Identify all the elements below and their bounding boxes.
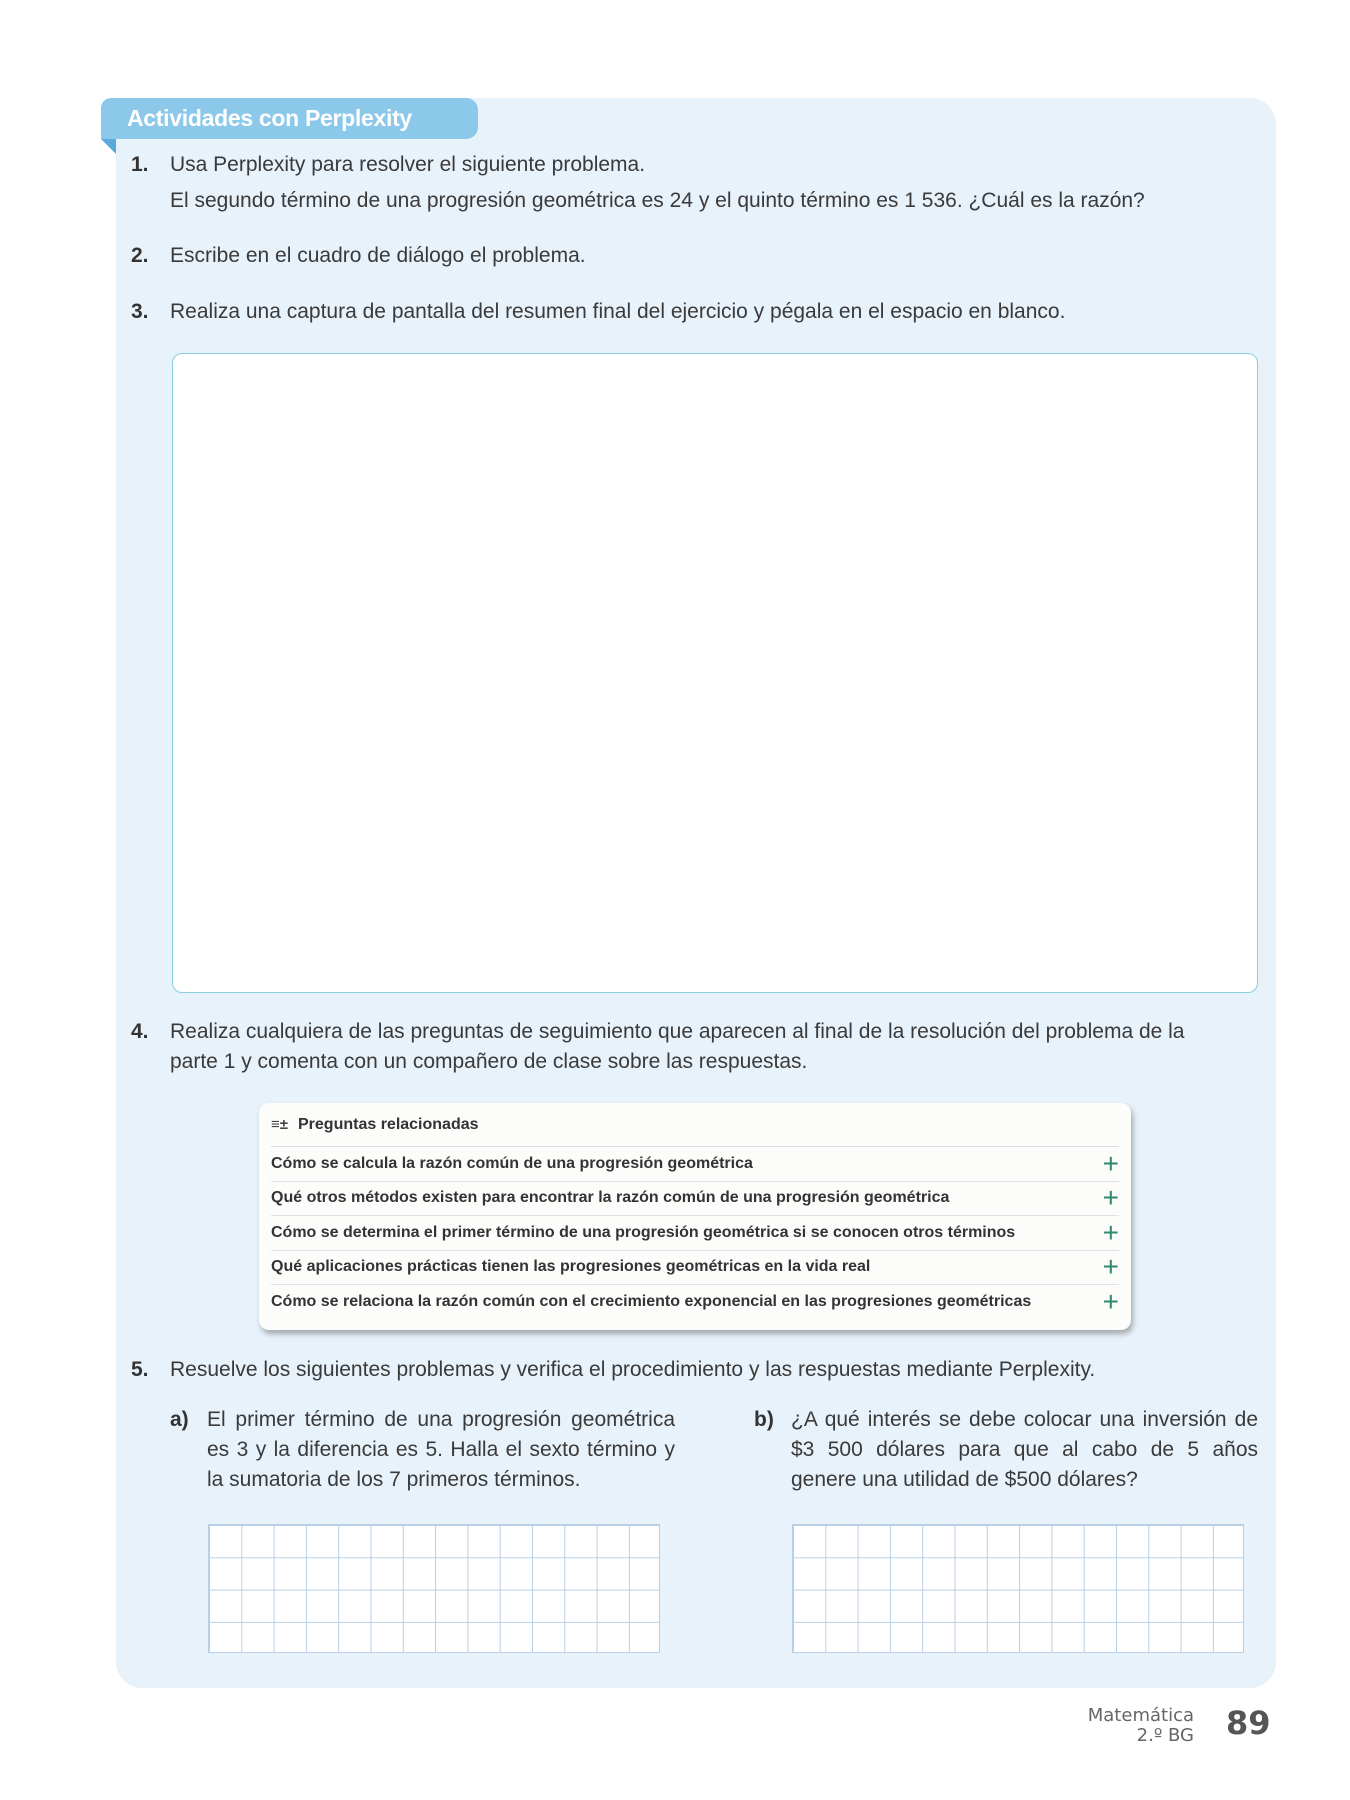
screenshot-paste-area[interactable] — [172, 353, 1258, 993]
related-header — [271, 1103, 1119, 1147]
item-text: Realiza cualquiera de las preguntas de seguimiento que aparecen al final de la resolución del problema de la — [170, 1020, 1185, 1043]
question-text: Qué otros métodos existen para encontrar la razón común de una progresión geométrica — [271, 1189, 950, 1207]
answer-grid-b[interactable] — [792, 1524, 1244, 1653]
item-text: Escribe en el cuadro de diálogo el problema. — [170, 244, 586, 267]
grade-level: 2.º BG — [1136, 1725, 1194, 1746]
related-question[interactable] — [271, 1182, 1119, 1217]
item-text: Usa Perplexity para resolver el siguiente problema. — [170, 153, 646, 176]
related-question[interactable] — [271, 1147, 1119, 1182]
question-text: Cómo se calcula la razón común de una progresión geométrica — [271, 1154, 753, 1172]
plus-icon[interactable]: + — [1102, 1216, 1119, 1248]
item-number: 5. — [131, 1358, 149, 1381]
related-question[interactable] — [271, 1285, 1119, 1320]
plus-icon[interactable]: + — [1102, 1251, 1119, 1283]
plus-icon[interactable]: + — [1102, 1286, 1119, 1318]
question-text: Cómo se determina el primer término de una progresión geométrica si se conocen otros términos — [271, 1223, 1016, 1241]
related-question[interactable] — [271, 1216, 1119, 1251]
plus-icon[interactable]: + — [1102, 1182, 1119, 1214]
plus-icon[interactable]: + — [1102, 1147, 1119, 1179]
question-text: Cómo se relaciona la razón común con el crecimiento exponencial en las progresiones geométricas — [271, 1293, 1032, 1311]
item-text: Realiza una captura de pantalla del resumen final del ejercicio y pégala en el espacio en blanco. — [170, 300, 1066, 323]
list-plus-icon: ≡± — [271, 1116, 288, 1133]
subject-name: Matemática — [1087, 1705, 1194, 1726]
item-number: 1. — [131, 153, 149, 176]
subproblem-text: ¿A qué interés se debe colocar una inversión de $3 500 dólares para que al cabo de 5 años genere una utilidad de $500 dólares? — [791, 1408, 1258, 1491]
subproblem-label: a) — [170, 1408, 189, 1431]
question-text: Qué aplicaciones prácticas tienen las progresiones geométricas en la vida real — [271, 1258, 871, 1276]
subproblem-label: b) — [754, 1408, 774, 1431]
section-title: Actividades con Perplexity — [101, 98, 478, 139]
item-text: El segundo término de una progresión geométrica es 24 y el quinto término es 1 536. ¿Cuál es la razón? — [170, 189, 1145, 212]
tab-fold — [101, 139, 116, 154]
item-number: 3. — [131, 300, 149, 323]
related-questions-panel — [259, 1103, 1131, 1330]
subproblem-text: El primer término de una progresión geométrica es 3 y la diferencia es 5. Halla el sexto término y la sumatoria de los 7 primeros términos. — [207, 1408, 675, 1491]
item-number: 4. — [131, 1020, 149, 1043]
page-number: 89 — [1226, 1704, 1271, 1742]
answer-grid-a[interactable] — [208, 1524, 660, 1653]
item-text: parte 1 y comenta con un compañero de clase sobre las respuestas. — [170, 1050, 808, 1073]
footer-subject — [1088, 1706, 1194, 1746]
related-question[interactable] — [271, 1251, 1119, 1286]
related-title: Preguntas relacionadas — [298, 1115, 479, 1133]
item-number: 2. — [131, 244, 149, 267]
item-text: Resuelve los siguientes problemas y verifica el procedimiento y las respuestas mediante Perplexity. — [170, 1358, 1096, 1381]
